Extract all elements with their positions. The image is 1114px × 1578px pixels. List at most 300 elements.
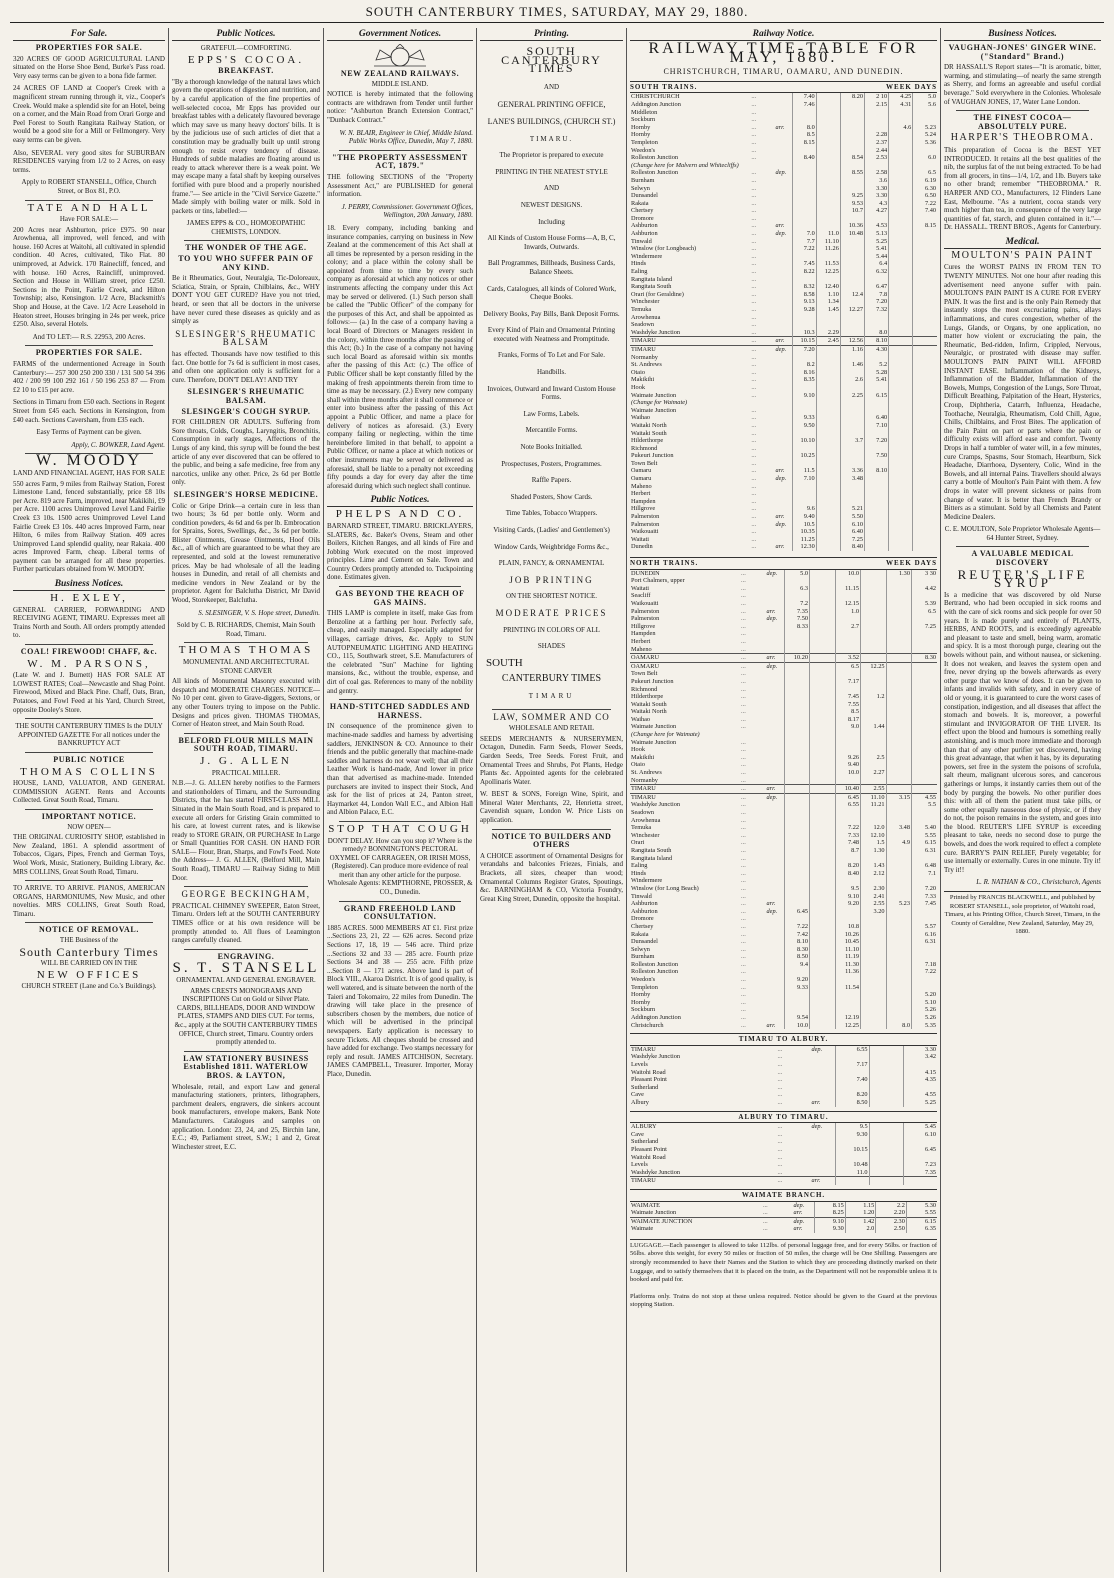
train-time: [889, 498, 913, 506]
train-time: [784, 739, 809, 747]
train-time: [810, 961, 835, 969]
leader-dots: ...: [777, 1177, 811, 1185]
arr-dep: [775, 430, 793, 438]
train-time: [784, 847, 809, 855]
train-time: 7.10: [792, 475, 816, 483]
timetable-header: [630, 557, 937, 570]
train-time: 2.7: [835, 623, 860, 631]
train-time: [861, 686, 886, 694]
train-time: [913, 116, 937, 124]
ad-text: DON'T DELAY. How can you stop it? Where is the remedy? BONNINGTON'S PECTORAL OXYMEL OF CARRAGEEN, OR IRISH MOSS, (Registered). Can produce more evidence of real merit than any other article for the purpose. Wholesale Agents: KEMPTHORNE, PROSSER, & CO., Dunedin.: [327, 836, 473, 897]
train-time: 12.10: [861, 832, 886, 840]
leader-dots: ...: [740, 785, 765, 794]
timetable-days: WEEK DAYS: [886, 559, 937, 567]
train-time: [810, 716, 835, 724]
leader-dots: ...: [762, 1209, 768, 1217]
train-time: [816, 147, 840, 155]
train-time: [784, 862, 809, 870]
station-name: Cave: [631, 1091, 644, 1099]
train-time: 8.22: [792, 268, 816, 276]
train-time: 8.5: [792, 131, 816, 139]
arr-dep: dep.: [775, 475, 787, 483]
train-time: [889, 536, 913, 544]
station-name: Ashburton: [631, 222, 658, 230]
timetable-row: [630, 1061, 937, 1069]
timetable-row: [630, 984, 937, 992]
station-name: Burnham: [631, 176, 655, 184]
train-time: [840, 414, 864, 422]
station-name: Burnham: [631, 953, 655, 961]
train-time: [784, 915, 809, 923]
timetable-row: [630, 847, 937, 855]
station-name: Seacliff: [631, 592, 651, 600]
station-name: Christchurch: [631, 1021, 664, 1029]
train-time: [861, 608, 886, 616]
station-name: Pleasant Point: [631, 1145, 667, 1153]
leader-dots: ...: [741, 922, 746, 930]
train-time: 5.10: [911, 999, 937, 1007]
train-time: 7.20: [792, 345, 816, 353]
arr-dep: [766, 847, 785, 855]
ad-text: Colic or Gripe Drink—a certain cure in less than two hours; 3s 6d per bottle only. Worm and condition powders, 4s 6d and 6s per lb. Embrocation for Sprains, Sores, Swellings, &c., 3s 6d per bottle. Blister Ointments, Grease Ointments, Hoof Oils &c., all of which are guaranteed to be what they are represented, and sold at the lowest remunerative prices. May be had wholesale of all the leading houses in Dunedin, and retail of all chemists and medicine vendors in New Zealand or by the proprietor. Agent for Balclutha District, Mr David Wood, Storekeeper, Balclutha.: [172, 501, 320, 605]
train-time: [913, 490, 937, 498]
timetable-row: [630, 245, 937, 253]
train-time: [840, 483, 864, 491]
leader-dots: ...: [741, 677, 746, 685]
ad-heading: JOB PRINTING: [509, 574, 594, 585]
leader-dots: ...: [741, 670, 746, 678]
train-time: 6.10: [903, 1131, 937, 1139]
train-time: [869, 1069, 903, 1077]
leader-dots: ...: [777, 1161, 783, 1169]
timetable-row: [630, 862, 937, 870]
train-time: [889, 207, 913, 215]
train-time: [889, 245, 913, 253]
train-time: [913, 147, 937, 155]
printing-item: Visiting Cards, (Ladies' and Gentlemen's): [493, 526, 610, 534]
train-time: 9.50: [792, 422, 816, 430]
train-time: 5.30: [906, 1202, 937, 1210]
train-time: 7.40: [913, 207, 937, 215]
leader-dots: ...: [777, 1153, 783, 1161]
ad-heading: THE WONDER OF THE AGE.: [185, 243, 307, 253]
train-time: [889, 222, 913, 230]
train-time: 10.8: [835, 923, 860, 931]
train-time: [886, 801, 911, 809]
station-name: Chertsey: [631, 207, 654, 215]
station-name: Hornby: [631, 123, 651, 131]
train-time: [913, 376, 937, 384]
train-time: [816, 93, 840, 101]
arr-dep: [775, 392, 793, 400]
timetable-row: [630, 260, 937, 268]
arr-dep: [766, 915, 785, 923]
train-time: 2.58: [865, 169, 889, 177]
train-time: 10.7: [840, 207, 864, 215]
section-heading: Printing.: [480, 28, 623, 41]
timetable-row: [630, 177, 937, 185]
timetable-row: [630, 946, 937, 954]
leader-dots: ...: [751, 131, 757, 139]
leader-dots: ...: [741, 900, 746, 908]
train-time: [889, 460, 913, 468]
arr-dep: [766, 693, 785, 701]
leader-dots: ...: [751, 513, 757, 521]
ad-heading: SLESINGER'S HORSE MEDICINE.: [173, 489, 319, 499]
station-name: Addington Junction: [631, 100, 681, 108]
train-time: [913, 384, 937, 392]
train-time: [886, 785, 911, 794]
train-time: 5.26: [911, 1006, 937, 1014]
train-time: [861, 739, 886, 747]
arr-dep: [766, 984, 785, 992]
printing-item: Franks, Forms of To Let and For Sale.: [498, 351, 605, 360]
train-time: [889, 505, 913, 513]
station-name: Seadown: [631, 321, 655, 329]
ad-heading: H. EXLEY,: [50, 592, 128, 605]
leader-dots: ...: [741, 1021, 746, 1029]
station-name: Dunsandel: [631, 938, 658, 946]
train-time: 8.10: [865, 337, 889, 346]
ad-text: TO ARRIVE. TO ARRIVE. PIANOS, AMERICAN ORGANS, HARMONIUMS, New Music, and other novelties. MRS COLLINS, Great South Road, Timaru.: [13, 884, 165, 918]
train-time: 6.31: [911, 847, 937, 855]
train-time: [889, 200, 913, 208]
leader-dots: ...: [751, 535, 757, 543]
arr-dep: [775, 329, 793, 337]
leader-dots: ...: [751, 459, 757, 467]
arr-dep: [810, 1154, 835, 1162]
train-time: [889, 238, 913, 246]
ad-heading: SLESINGER'S RHEUMATIC BALSAM: [175, 328, 317, 348]
station-name: Herbert: [631, 637, 651, 645]
train-time: [889, 445, 913, 453]
divider: [25, 644, 153, 645]
train-time: 6.19: [913, 177, 937, 185]
ad-text: NEWEST DESIGNS.: [520, 200, 583, 209]
train-time: [810, 746, 835, 754]
train-time: 6.45: [784, 908, 809, 916]
train-time: [784, 761, 809, 769]
station-name: Sockburn: [631, 1006, 656, 1014]
train-time: 6.0: [913, 154, 937, 162]
station-name: Washdyke Junction: [631, 328, 680, 336]
train-time: [835, 991, 860, 999]
station-name: Waimate Junction: [631, 406, 677, 414]
timetable-row: [630, 999, 937, 1007]
train-time: 5.45: [903, 1123, 937, 1131]
ad-heading: HAND-STITCHED SADDLES AND HARNESS.: [329, 702, 471, 720]
timetable-row: [630, 445, 937, 453]
train-time: [784, 839, 809, 847]
ad-text: AND: [543, 82, 560, 91]
timetable-row: [630, 536, 937, 544]
arr-dep: [775, 139, 793, 147]
train-time: [889, 483, 913, 491]
platform-notice: Platforms only. Trains do not stop at these unless required. Notice should be given to the Guard at the previous stopping Station.: [630, 1292, 937, 1309]
ad-text: 550 acres Farm, 9 miles from Railway Station, Forest Limestone Land, fenced substantially, price £8 10s per Acre. 819 acre Farm, improved, near Makikihi, £9 per Acre. 1100 acres Unimproved Level Land Fairlie Creek £3 10s. 1500 acres Unimproved Level Land Fairlie Creek £3 10s. 440 acres Improved Farm, near Hilton, 6 miles from Railway Station. 409 acres Unimproved Land splendid quality, near Rakaia. 400 acres Improved Farm, cheap. Liberal terms of payment can be arranged for all these properties. Further particulars obtained from W. MOODY.: [13, 479, 165, 574]
train-time: [911, 809, 937, 817]
timetable-direction: WAIMATE BRANCH.: [741, 1190, 826, 1199]
train-time: 8.40: [792, 154, 816, 162]
arr-dep: [766, 999, 785, 1007]
arr-dep: [766, 832, 785, 840]
arr-dep: [775, 369, 793, 377]
train-time: 7.10: [865, 422, 889, 430]
train-time: [889, 162, 913, 170]
train-time: [792, 314, 816, 322]
train-time: 7.22: [835, 824, 860, 832]
train-time: [889, 154, 913, 162]
train-time: [810, 953, 835, 961]
train-time: [889, 268, 913, 276]
timetable-row: [630, 877, 937, 885]
timetable-row: [630, 1091, 937, 1099]
train-time: 8.0: [886, 1022, 911, 1030]
train-time: 6.4: [865, 260, 889, 268]
arr-dep: [775, 260, 793, 268]
train-time: [886, 938, 911, 946]
train-time: 8.10: [784, 938, 809, 946]
ad-heading: LAW, SOMMER AND CO: [493, 711, 610, 722]
train-time: [913, 215, 937, 223]
north-trains-table: [630, 570, 937, 1030]
ad-heading: W. M. PARSONS,: [27, 657, 151, 670]
train-time: [911, 723, 937, 731]
train-time: 9.5: [835, 1123, 869, 1131]
train-time: 6.5: [835, 662, 860, 670]
train-time: 7.33: [911, 893, 937, 901]
train-time: [886, 976, 911, 984]
arr-dep: [766, 923, 785, 931]
train-time: 1.5: [861, 839, 886, 847]
station-name: Rangitata Island: [631, 275, 673, 283]
train-time: [835, 670, 860, 678]
station-name: WAIMATE JUNCTION: [630, 1217, 762, 1225]
train-time: [889, 131, 913, 139]
arr-dep: [766, 801, 785, 809]
train-time: [835, 1154, 869, 1162]
station-name: Makikihi: [631, 376, 655, 384]
leader-dots: ...: [741, 577, 746, 585]
train-time: [911, 769, 937, 777]
arr-dep: [775, 162, 793, 170]
train-time: [835, 1177, 869, 1185]
leader-dots: ...: [741, 953, 746, 961]
arr-dep: [775, 422, 793, 430]
ad-text: NOTICE is hereby intimated that the following contracts are withdrawn from Tender until further notice: "Ashburton Branch Extension Contract," "Dunback Contract.": [327, 90, 473, 124]
ad-signature: Apply to ROBERT STANSELL, Office, Church Street, or Box 81, P.O.: [21, 178, 157, 195]
train-time: [792, 483, 816, 491]
train-time: [889, 169, 913, 177]
train-time: [816, 475, 840, 483]
train-time: [911, 953, 937, 961]
train-time: [911, 946, 937, 954]
timetable-row: [630, 298, 937, 306]
train-time: [889, 384, 913, 392]
leader-dots: ...: [751, 414, 757, 422]
arr-dep: [766, 839, 785, 847]
station-name: Temuka: [631, 306, 652, 313]
train-time: [835, 646, 860, 654]
train-time: [913, 253, 937, 261]
train-time: [784, 746, 809, 754]
train-time: 7.17: [835, 678, 860, 686]
leader-dots: ...: [741, 884, 746, 892]
train-time: [840, 422, 864, 430]
train-time: [835, 1084, 869, 1092]
station-name: Waimate Junction: [631, 1209, 677, 1217]
ad-heading: PUBLIC NOTICE: [53, 754, 125, 764]
train-time: [816, 139, 840, 147]
timetable-row: [630, 769, 937, 777]
train-time: 7.0: [792, 230, 816, 238]
train-time: [835, 777, 860, 785]
train-time: [861, 678, 886, 686]
leader-dots: ...: [751, 176, 757, 184]
arr-dep: [766, 870, 785, 878]
train-time: [792, 490, 816, 498]
train-time: [816, 321, 840, 329]
train-time: [816, 162, 840, 170]
station-name: Waimate Junction: [631, 391, 677, 399]
train-time: [913, 162, 937, 170]
leader-dots: ...: [741, 592, 746, 600]
leader-dots: ...: [741, 869, 746, 877]
train-time: [810, 701, 835, 709]
timetable-row: [630, 615, 937, 623]
timetable-row: [630, 422, 937, 430]
printing-item: Prospectuses, Posters, Programmes.: [501, 459, 602, 468]
leader-dots: ...: [777, 1123, 783, 1131]
train-time: [913, 460, 937, 468]
station-name: Tinwald: [631, 237, 652, 245]
train-time: 7.1: [911, 870, 937, 878]
leader-dots: ...: [741, 907, 746, 915]
train-time: [816, 430, 840, 438]
train-time: [913, 445, 937, 453]
ad-heading: MODERATE PRICES: [495, 607, 608, 618]
ad-heading: MOULTON'S PAIN PAINT: [951, 249, 1094, 261]
train-time: 7.35: [784, 608, 809, 616]
train-time: [840, 490, 864, 498]
train-time: [835, 915, 860, 923]
train-time: [913, 268, 937, 276]
arr-dep: [775, 215, 793, 223]
leader-dots: ...: [751, 116, 757, 124]
timetable-row: [630, 908, 937, 916]
train-time: [810, 908, 835, 916]
train-time: [911, 630, 937, 638]
waimate-branch-table: [630, 1202, 937, 1233]
ad-signature: L. R. NATHAN & CO., Christchurch, Agents: [976, 878, 1101, 887]
train-time: [861, 984, 886, 992]
train-time: [913, 283, 937, 291]
leader-dots: ...: [751, 169, 757, 177]
ad-heading: SOUTH: [486, 656, 523, 669]
timetable-row: [630, 678, 937, 686]
train-time: [889, 414, 913, 422]
train-time: [840, 276, 864, 284]
train-time: [784, 777, 809, 785]
masthead: SOUTH CANTERBURY TIMES, SATURDAY, MAY 29, 1880.: [365, 4, 749, 19]
train-time: 4.31: [889, 101, 913, 109]
timetable-row: [630, 893, 937, 901]
timetable-row: [630, 1069, 937, 1077]
train-time: [886, 769, 911, 777]
train-time: [861, 855, 886, 863]
divider: [492, 709, 611, 710]
train-time: [784, 630, 809, 638]
train-time: [810, 923, 835, 931]
train-time: [810, 600, 835, 608]
train-time: 9.30: [815, 1225, 846, 1233]
train-time: [816, 392, 840, 400]
train-time: [886, 761, 911, 769]
timetable-row: [630, 139, 937, 147]
arr-dep: [775, 147, 793, 155]
station-name: Richmond: [631, 444, 658, 452]
station-name: Windermere: [631, 877, 663, 885]
arr-dep: [775, 291, 793, 299]
train-time: [886, 968, 911, 976]
ad-heading: IMPORTANT NOTICE.: [41, 811, 137, 821]
arr-dep: [766, 701, 785, 709]
arr-dep: [766, 646, 785, 654]
train-time: [816, 192, 840, 200]
timetable-row: [630, 1084, 937, 1092]
divider: [956, 546, 1089, 547]
train-time: [869, 1177, 903, 1185]
train-time: 4.55: [911, 793, 937, 801]
timetable-row: [630, 592, 937, 600]
arr-dep: arr.: [775, 222, 785, 230]
train-time: 11.15: [835, 585, 860, 593]
leader-dots: ...: [777, 1061, 783, 1068]
train-time: 10.0: [835, 570, 860, 578]
leader-dots: ...: [751, 429, 757, 437]
train-time: [792, 116, 816, 124]
train-time: [889, 314, 913, 322]
station-name: Selwyn: [631, 945, 650, 953]
station-name: Ashburton: [631, 900, 658, 908]
arr-dep: [775, 276, 793, 284]
train-time: [840, 109, 864, 117]
train-time: [784, 754, 809, 762]
train-time: [913, 361, 937, 369]
arr-dep: dep.: [811, 1045, 823, 1053]
divider: [339, 901, 461, 902]
leader-dots: ...: [750, 345, 774, 353]
arr-dep: [766, 678, 785, 686]
leader-dots: ...: [741, 991, 746, 999]
train-time: [911, 817, 937, 825]
train-time: 5.25: [865, 238, 889, 246]
train-time: [911, 746, 937, 754]
leader-dots: ...: [751, 444, 757, 452]
ad-text: Easy Terms of Payment can be given.: [36, 428, 142, 437]
ad-heading: GAS BEYOND THE REACH OF GAS MAINS.: [335, 589, 465, 607]
train-time: 6.55: [835, 1046, 869, 1054]
arr-dep: [810, 1138, 835, 1146]
train-time: [810, 938, 835, 946]
station-name: Pleasant Point: [631, 1076, 667, 1084]
train-time: [840, 445, 864, 453]
train-time: [913, 337, 937, 346]
leader-dots: ...: [741, 723, 746, 731]
ad-text: "By a thorough knowledge of the natural laws which govern the operations of digestion and nutrition, and by a careful application of the fine properties of well-selected cocoa, Mr Epps has provided our breakfast tables with a delicately flavoured beverage which may save us many heavy doctors' bills. It is by the judicious use of such articles of diet that a constitution may be gradually built up until strong enough to resist every tendency of disease. Hundreds of subtle maladies are floating around us ready to attack wherever there is a weak point. We may escape many a fatal shaft by keeping ourselves fortified with pure blood and a properly nourished frame."— See article in the "Civil Service Gazette." Made simply with boiling water or milk. Sold in packets or tins, labelled:—: [172, 77, 320, 215]
station-name: Ealing: [631, 862, 648, 870]
leader-dots: ...: [741, 938, 746, 946]
